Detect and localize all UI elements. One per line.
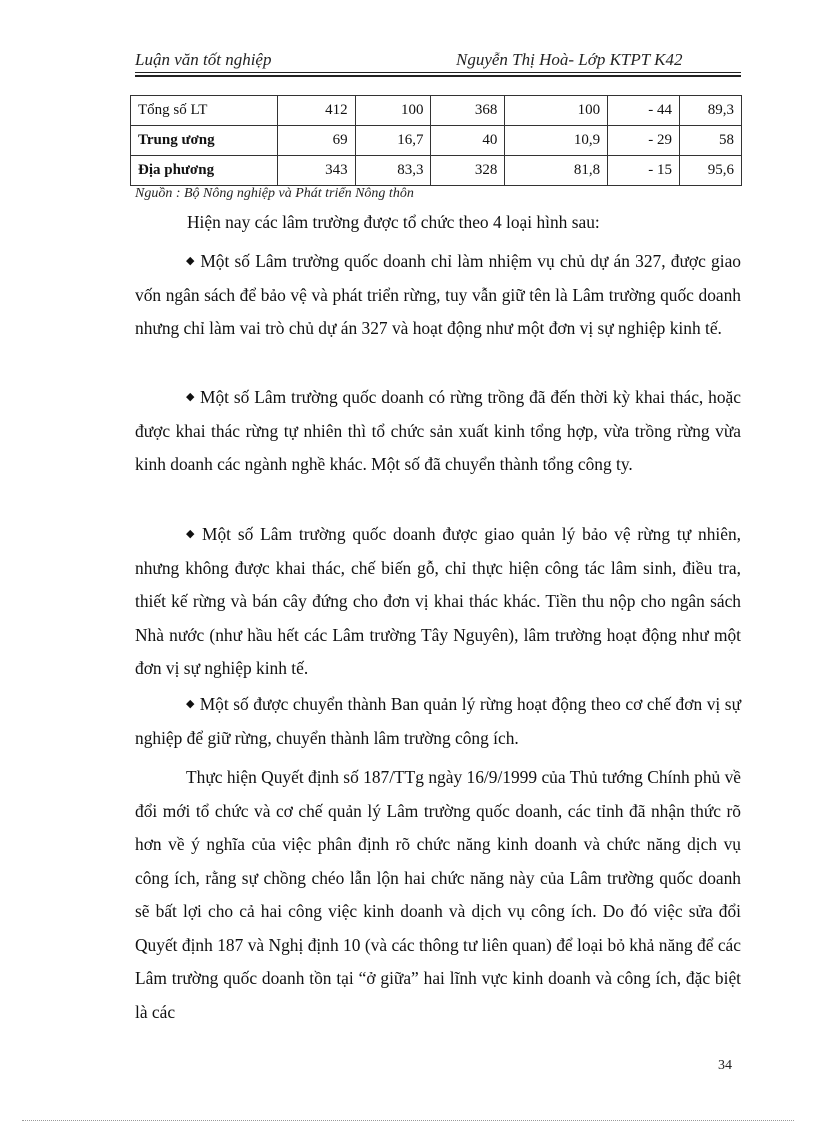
diamond-bullet-icon: ◆ bbox=[186, 255, 196, 267]
table-cell: 328 bbox=[431, 156, 505, 186]
diamond-bullet-icon: ◆ bbox=[186, 528, 197, 540]
table-cell: 343 bbox=[277, 156, 355, 186]
header-thesis-title: Luận văn tốt nghiệp bbox=[135, 50, 272, 69]
table-cell: 100 bbox=[505, 96, 608, 126]
bullet-text: Một số Lâm trường quốc doanh có rừng trồng đã đến thời kỳ khai thác, hoặc được khai thác rừng tự nhiên thì tổ chức sản xuất kinh tổng hợp, vừa trồng rừng vừa kinh doanh các ngành nghề khác. Một số đã chuyển thành tổng công ty. bbox=[135, 387, 741, 474]
bullet-text: Một số Lâm trường quốc doanh được giao quản lý bảo vệ rừng tự nhiên, nhưng không được khai thác, chế biến gỗ, chỉ thực hiện công tác lâm sinh, điều tra, thiết kế rừng và bán cây đứng cho đơn vị khai thác khác. Tiền thu nộp cho ngân sách Nhà nước (như hầu hết các Lâm trường Tây Nguyên), lâm trường hoạt động như một đơn vị sự nghiệp kinh tế. bbox=[135, 524, 741, 678]
body-paragraph: Thực hiện Quyết định số 187/TTg ngày 16/9/1999 của Thủ tướng Chính phủ về đổi mới tổ chức và cơ chế quản lý Lâm trường quốc doanh, các tỉnh đã nhận thức rõ hơn về ý nghĩa của việc phân định rõ chức năng kinh doanh và chức năng dịch vụ công ích, rằng sự chồng chéo lẫn lộn hai chức năng này của Lâm trường quốc doanh sẽ bất lợi cho cả hai công việc kinh doanh và dịch vụ công ích. Do đó việc sửa đổi Quyết định 187 và Nghị định 10 (và các thông tư liên quan) để loại bỏ khả năng để các Lâm trường quốc doanh tồn tại “ở giữa” hai lĩnh vực kinh doanh và công ích, đặc biệt là các bbox=[135, 767, 741, 1022]
table-cell: 412 bbox=[277, 96, 355, 126]
bullet-text: Một số Lâm trường quốc doanh chỉ làm nhiệm vụ chủ dự án 327, được giao vốn ngân sách để bảo vệ và phát triển rừng, tuy vẫn giữ tên là Lâm trường quốc doanh nhưng chỉ làm vai trò chủ dự án 327 và hoạt động như một đơn vị sự nghiệp kinh tế. bbox=[135, 251, 741, 338]
intro-paragraph: Hiện nay các lâm trường được tổ chức theo 4 loại hình sau: bbox=[187, 212, 600, 232]
table-cell: 16,7 bbox=[355, 126, 431, 156]
table-row bbox=[131, 126, 742, 156]
header-rule-thin bbox=[135, 72, 741, 73]
bullet-paragraph bbox=[135, 381, 741, 482]
table-cell: 58 bbox=[680, 126, 742, 156]
table-cell: 81,8 bbox=[505, 156, 608, 186]
row-label: Trung ương bbox=[131, 126, 278, 156]
table-row bbox=[131, 96, 742, 126]
table-cell: 40 bbox=[431, 126, 505, 156]
table-cell: - 29 bbox=[608, 126, 680, 156]
header-author: Nguyễn Thị Hoà- Lớp KTPT K42 bbox=[456, 50, 683, 69]
table-cell: - 44 bbox=[608, 96, 680, 126]
table-source-note: Nguồn : Bộ Nông nghiệp và Phát triển Nông thôn bbox=[135, 186, 414, 201]
header-rule-thick bbox=[135, 75, 741, 77]
row-label: Tổng số LT bbox=[131, 96, 278, 126]
table-cell: 89,3 bbox=[680, 96, 742, 126]
table-cell: 69 bbox=[277, 126, 355, 156]
row-label: Địa phương bbox=[131, 156, 278, 186]
table-cell: 368 bbox=[431, 96, 505, 126]
bullet-paragraph bbox=[135, 688, 741, 755]
diamond-bullet-icon: ◆ bbox=[186, 391, 196, 403]
page-bottom-divider bbox=[22, 1120, 794, 1121]
forestry-table bbox=[130, 95, 742, 186]
page-number: 34 bbox=[718, 1058, 732, 1073]
table-row bbox=[131, 156, 742, 186]
table-cell: 83,3 bbox=[355, 156, 431, 186]
table-cell: 100 bbox=[355, 96, 431, 126]
diamond-bullet-icon: ◆ bbox=[186, 698, 195, 710]
table-cell: - 15 bbox=[608, 156, 680, 186]
table-cell: 95,6 bbox=[680, 156, 742, 186]
bullet-paragraph bbox=[135, 245, 741, 346]
table-cell: 10,9 bbox=[505, 126, 608, 156]
bullet-text: Một số được chuyển thành Ban quản lý rừng hoạt động theo cơ chế đơn vị sự nghiệp để giữ rừng, chuyển thành lâm trường công ích. bbox=[135, 694, 741, 748]
bullet-paragraph bbox=[135, 518, 741, 686]
